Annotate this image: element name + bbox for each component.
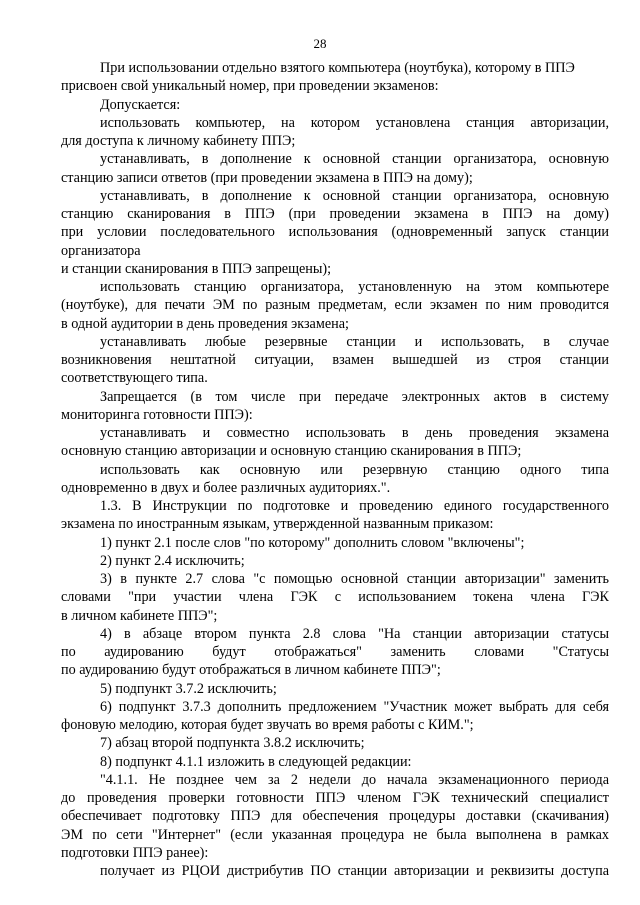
text-line: устанавливать, в дополнение к основной станции организатора, основную bbox=[100, 187, 609, 204]
text-line: использовать станцию организатора, установленную на этом компьютере bbox=[100, 279, 609, 295]
text-line: 1.3. В Инструкции по подготовке и проведению единого государственного bbox=[100, 498, 609, 514]
text-line: ЭМ по сети "Интернет" (если указанная процедура не была выполнена в рамках bbox=[61, 826, 609, 843]
text-line: получает из РЦОИ дистрибутив ПО станции авторизации и реквизиты доступа bbox=[100, 863, 609, 879]
text-line: для доступа к личному кабинету ППЭ; bbox=[61, 133, 296, 149]
text-line: (ноутбуке), для печати ЭМ по разным предметам, если экзамен по ним проводится bbox=[61, 297, 609, 314]
text-line: по аудированию будут отображаться" заменить словами "Статусы bbox=[61, 644, 609, 660]
text-line: 8) подпункт 4.1.1 изложить в следующей редакции: bbox=[100, 753, 412, 770]
text-line: обеспечивает подготовку ППЭ для обеспечения процедуры доставки (скачивания) bbox=[61, 808, 609, 825]
text-line: 2) пункт 2.4 исключить; bbox=[100, 552, 245, 569]
text-line: устанавливать и совместно использовать в день проведения экзамена bbox=[100, 425, 609, 441]
text-line: станцию записи ответов (при проведении экзамена в ППЭ на дому); bbox=[61, 169, 473, 186]
text-line: организатора bbox=[61, 242, 141, 259]
text-line: устанавливать любые резервные станции и использовать, в случае bbox=[100, 333, 609, 350]
page-number: 28 bbox=[313, 36, 327, 51]
text-line: до проведения проверки готовности ППЭ членом ГЭК технический специалист bbox=[61, 790, 609, 806]
text-line: словами "при участии члена ГЭК с использованием токена члена ГЭК bbox=[61, 589, 609, 606]
document-body bbox=[61, 59, 609, 880]
text-line: по аудированию будут отображаться в личном кабинете ППЭ"; bbox=[61, 662, 441, 679]
text-line: 1) пункт 2.1 после слов "по которому" дополнить словом "включены"; bbox=[100, 534, 525, 551]
text-line: и станции сканирования в ППЭ запрещены); bbox=[61, 260, 332, 277]
text-line: в одной аудитории в день проведения экзамена; bbox=[61, 315, 349, 332]
text-line: станцию сканирования в ППЭ (при проведении экзамена в ППЭ на дому) bbox=[61, 206, 609, 222]
text-line: 3) в пункте 2.7 слова "с помощью основной станции авторизации" заменить bbox=[100, 571, 609, 587]
text-line: при условии последовательного использования (одновременный запуск станции bbox=[61, 224, 609, 241]
text-line: в личном кабинете ППЭ"; bbox=[61, 607, 218, 624]
text-line: использовать компьютер, на котором установлена станция авторизации, bbox=[100, 114, 609, 131]
text-line: соответствующего типа. bbox=[61, 370, 208, 387]
text-line: Допускается: bbox=[100, 96, 181, 113]
text-line: 5) подпункт 3.7.2 исключить; bbox=[100, 680, 277, 697]
text-line: При использовании отдельно взятого компьютера (ноутбука), которому в ППЭ bbox=[100, 60, 575, 76]
text-line: 7) абзац второй подпункта 3.8.2 исключить; bbox=[100, 735, 365, 752]
text-line: фоновую мелодию, которая будет звучать во время работы с КИМ."; bbox=[61, 717, 474, 733]
text-line: возникновения нештатной ситуации, взамен вышедшей из строя станции bbox=[61, 352, 609, 368]
text-line: подготовки ППЭ ранее): bbox=[61, 844, 209, 861]
text-line: одновременно в двух и более различных аудиториях.". bbox=[61, 479, 391, 496]
text-line: экзамена по иностранным языкам, утвержденной названным приказом: bbox=[61, 516, 494, 533]
text-line: 4) в абзаце втором пункта 2.8 слова "На станции авторизации статусы bbox=[100, 625, 609, 642]
text-line: присвоен свой уникальный номер, при проведении экзаменов: bbox=[61, 78, 439, 95]
text-line: мониторинга готовности ППЭ): bbox=[61, 406, 253, 423]
text-line: "4.1.1. Не позднее чем за 2 недели до начала экзаменационного периода bbox=[100, 771, 609, 788]
text-line: основную станцию авторизации и основную станцию сканирования в ППЭ; bbox=[61, 443, 522, 460]
text-line: использовать как основную или резервную станцию одного типа bbox=[100, 461, 609, 478]
text-line: устанавливать, в дополнение к основной станции организатора, основную bbox=[100, 151, 609, 168]
text-line: Запрещается (в том числе при передаче электронных актов в систему bbox=[100, 388, 609, 405]
text-line: 6) подпункт 3.7.3 дополнить предложением "Участник может выбрать для себя bbox=[100, 698, 609, 715]
